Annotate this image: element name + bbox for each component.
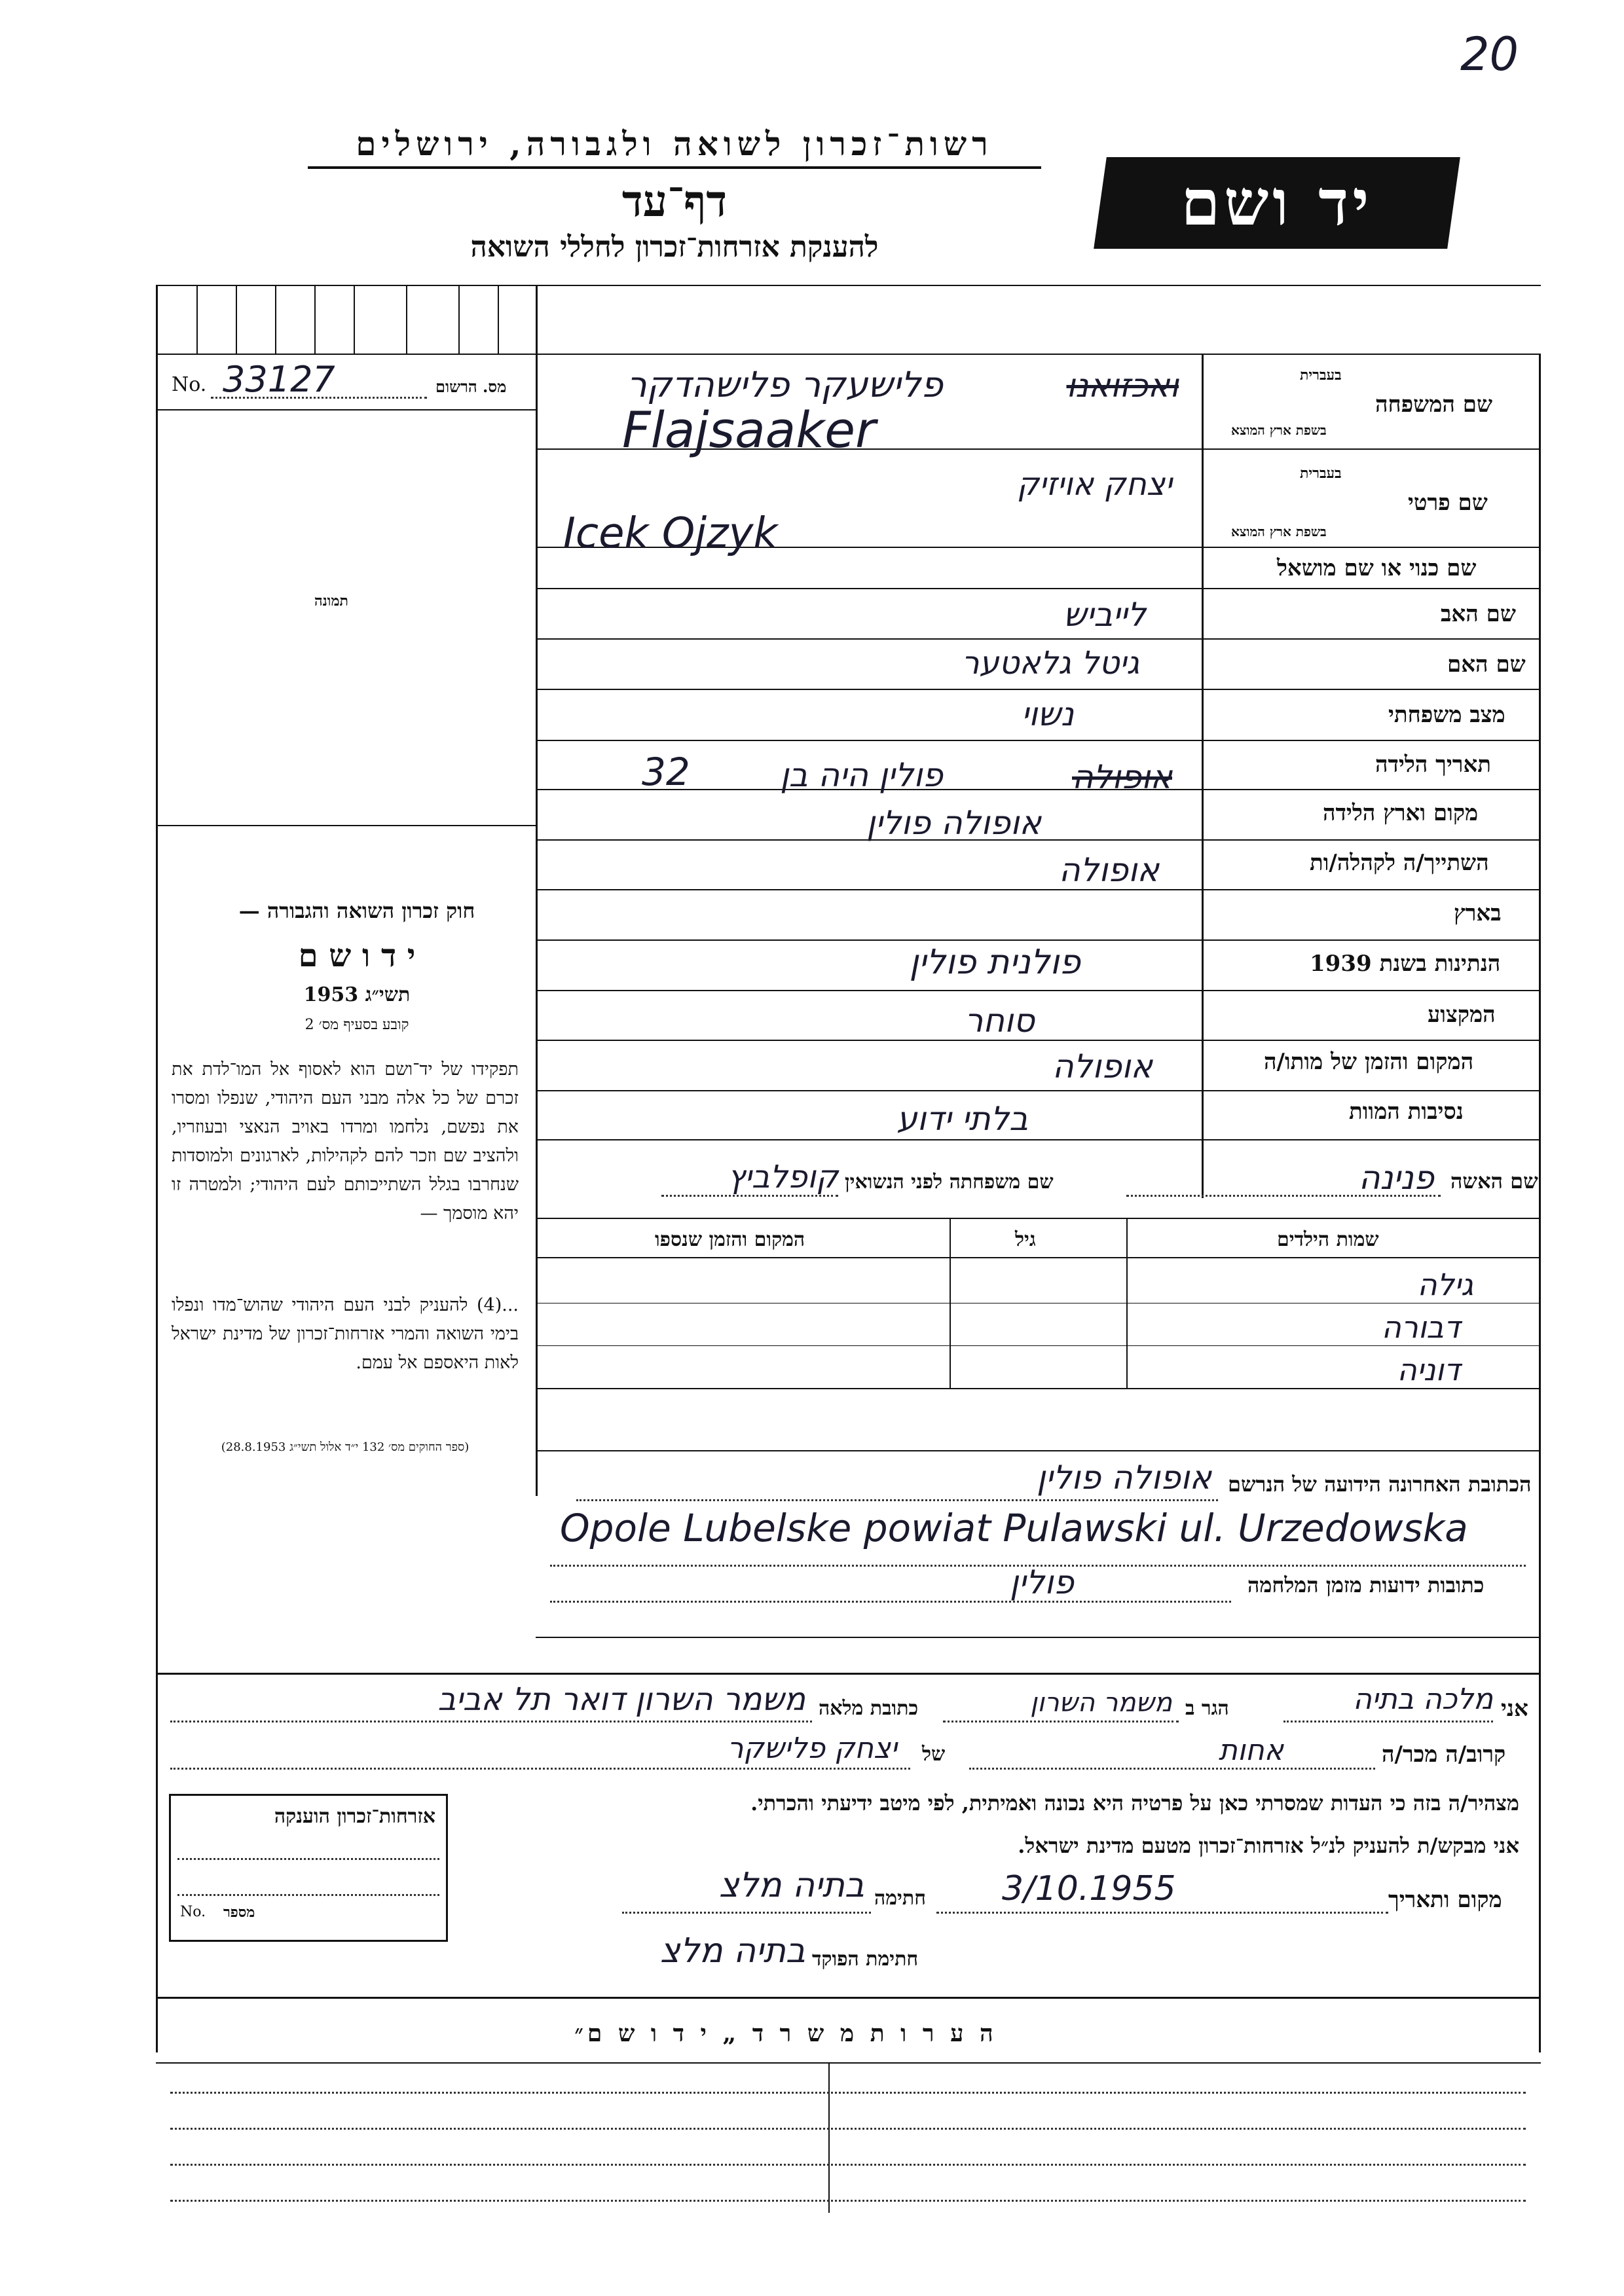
child-name: דוניה (1397, 1352, 1460, 1387)
birth-place-value: פולין היה בן (780, 756, 943, 794)
box-dotline (177, 1894, 439, 1896)
remarks-dotline (170, 2128, 1526, 2130)
row-rule (156, 409, 537, 410)
nickname-label: שם כנוי או שם מושאל (1277, 555, 1477, 581)
mother-value: גיטל גלאטער (961, 645, 1139, 682)
surname-hebrew-sub: בעברית (1300, 367, 1342, 384)
box-no-he: מספר (223, 1904, 255, 1921)
row-rule (536, 588, 1541, 589)
signature-value: בתיה מלצ (718, 1866, 864, 1905)
community-value: אופולה פולין (866, 804, 1041, 842)
remarks-title: ה ע ר ו ת מ ש ר ד „ י ד ו ש ם״ (574, 2020, 997, 2047)
last-address-label: הכתובת האחרונה הידועה של הנרשם (1228, 1472, 1532, 1497)
memorial-citizenship-box (169, 1794, 448, 1942)
place-date-dotline (936, 1912, 1388, 1914)
row-rule (536, 740, 1541, 741)
maiden-label: שם משפחתה לפני הנשואין (845, 1171, 1054, 1194)
wife-dotline (1126, 1195, 1441, 1197)
row-rule (156, 354, 1541, 355)
surname-local-sub: בשפת ארץ המוצא (1231, 422, 1327, 438)
declarant-address-label: כתובת מלאה (819, 1697, 919, 1720)
row-rule (536, 1388, 1541, 1389)
of-dotline (170, 1768, 910, 1770)
cell-rule (498, 285, 499, 354)
box-title: אזרחות־זכרון הוענקה (274, 1805, 435, 1828)
row-rule (536, 1090, 1541, 1091)
row-rule (536, 1345, 1541, 1346)
of-label: של (922, 1743, 946, 1766)
declarant-lives-value: משמר השרון (1030, 1688, 1172, 1718)
row-rule (536, 638, 1541, 640)
box-dotline (177, 1858, 439, 1860)
wife-label: שם האשה (1450, 1169, 1538, 1194)
year-1939-value: פולנית פולין (909, 943, 1080, 982)
remarks-dotline (170, 2092, 1526, 2094)
row-rule (156, 825, 537, 826)
remarks-dotline (170, 2200, 1526, 2202)
row-rule (536, 1257, 1541, 1258)
row-rule (536, 1450, 1541, 1451)
declaration-text: מצהיר/ה בזה כי העדות שמסרתי כאן על פרטיה היא נכונה ואמיתית, לפי מיטב ידיעתי והכרתי. (750, 1791, 1519, 1815)
law-section: קובע בסעיף מס׳ 2 (304, 1017, 409, 1033)
header-rule (308, 166, 1041, 169)
profession-value: סוחר (965, 1002, 1035, 1040)
relation-value: אחות (1218, 1734, 1283, 1767)
death-place-value: אופולה (1052, 1048, 1153, 1085)
row-rule (536, 689, 1541, 690)
father-value: לייביש (1063, 596, 1146, 634)
section-rule (156, 1997, 1541, 1999)
marital-label: מצב משפחתי (1388, 702, 1505, 728)
children-header-age: גיל (1015, 1228, 1036, 1251)
given-hebrew-sub: בעברית (1300, 465, 1342, 482)
child-name: דבורה (1381, 1309, 1460, 1345)
declarant-address-dotline (170, 1721, 812, 1722)
given-local-sub: בשפת ארץ המוצא (1231, 524, 1327, 539)
frame-top (156, 285, 1541, 286)
death-cause-value: בלתי ידוע (896, 1100, 1028, 1138)
signature-label: חתימה (874, 1887, 926, 1910)
law-title: חוק זכרון השואה והגבורה — (238, 898, 475, 923)
death-place-label: המקום והזמן של מותו/ה (1264, 1049, 1474, 1075)
cell-rule (236, 285, 237, 354)
birth-date-label: תאריך הלידה (1375, 752, 1492, 778)
photo-label: תמונה (314, 592, 348, 610)
last-address-dotline (576, 1499, 1218, 1501)
wife-value: פנינה (1358, 1159, 1434, 1197)
law-name: י ד ו ש ם (298, 938, 416, 974)
father-label: שם האב (1441, 601, 1516, 627)
mother-label: שם האם (1447, 651, 1526, 678)
corner-page-mark: 20 (1460, 27, 1519, 81)
cell-rule (196, 285, 198, 354)
section-rule (156, 1673, 1541, 1675)
form-subtitle: להענקת אזרחות־זכרון לחללי השואה (470, 230, 879, 264)
country-value: אופולה (1059, 851, 1159, 889)
yad-vashem-logo (1094, 157, 1460, 249)
declarant-lives-label: הגר ב (1185, 1697, 1229, 1720)
box-no-label: No. (180, 1904, 206, 1920)
children-header-names: שמות הילדים (1277, 1228, 1379, 1251)
label-column-divider (1202, 354, 1204, 1198)
cell-rule (458, 285, 460, 354)
given-name-label: שם פרטי (1408, 490, 1488, 516)
last-address-local: Opole Lubelske powiat Pulawski ul. Urzedowska (560, 1506, 1468, 1550)
surname-local-value: Flajsaaker (622, 401, 876, 459)
given-hebrew-value: יצחק אויזיק (1016, 466, 1172, 503)
year-1939-label: הנתינות בשנת 1939 (1310, 951, 1501, 977)
children-header-place: המקום והזמן שנספו (655, 1228, 805, 1251)
community-label: השתייך/ה לקהלה/ות (1310, 850, 1489, 876)
clerk-signature-value: בתיה מלצ (659, 1931, 805, 1971)
row-rule (536, 1637, 1541, 1638)
declaration-date: 3/10.1955 (1002, 1869, 1176, 1908)
birth-place-label: מקום וארץ הלידה (1323, 800, 1479, 826)
request-text: אני מבקש/ת להעניק לנ״ל אזרחות־זכרון מטעם מדינת ישראל. (1018, 1833, 1519, 1858)
death-cause-label: נסיבות המוות (1349, 1099, 1464, 1125)
place-date-label: מקום ותאריך (1388, 1887, 1502, 1913)
logo-text: יד ושם (1181, 166, 1373, 240)
maiden-value: קופלביץ (728, 1159, 838, 1195)
child-name: גילה (1417, 1267, 1473, 1302)
birth-date-value: 32 (642, 750, 690, 794)
law-paragraph-1: תפקידו של יד־ושם הוא לאסוף אל המו־לדת את זכרם של כל אלה מבני העם היהודי, שנפלו ומסרו את נפשם, נלחמו ומרדו באויב הנאצי ובעוזריו, ולהציב שם וזכר להם לקהילות, לארגונים ולמוסדות שנחרבו בגלל השתייכותם לעם היהודי; ולמטרה זו יהא מוסמך — (172, 1059, 519, 1224)
row-rule (536, 1040, 1541, 1041)
row-rule (156, 2062, 1541, 2064)
row-rule (536, 990, 1541, 991)
country-label: בארץ (1454, 900, 1502, 926)
cell-rule (354, 285, 355, 354)
law-year: תשי״ג 1953 (303, 983, 411, 1006)
registration-label: מס. הרשום (435, 377, 507, 396)
cell-rule (314, 285, 316, 354)
clerk-signature-label: חתימת הפוקד (812, 1948, 919, 1971)
law-paragraph-2: ...(4) להעניק לבני העם היהודי שהוש־מדו ונפלו בימי השואה והמרי אזרחות־זכרון של מדינת ישראל לאות היאספם אל עמם. (172, 1295, 519, 1373)
declarant-name-dotline (1283, 1721, 1493, 1722)
signature-dotline (622, 1912, 871, 1914)
cell-rule (406, 285, 407, 354)
row-rule (536, 1139, 1541, 1140)
last-address-hebrew: אופולה פולין (1037, 1459, 1211, 1497)
frame-right (1539, 354, 1541, 2052)
declarant-i-label: אני (1501, 1696, 1528, 1722)
surname-hebrew-struck: ואכזואנו (1066, 367, 1179, 405)
birth-place-struck: אופולה (1072, 758, 1172, 796)
row-rule (536, 889, 1541, 890)
relation-dotline (969, 1768, 1375, 1770)
declarant-address-value: משמר השרון דואר תל אביב (437, 1681, 805, 1718)
maiden-dotline (661, 1195, 838, 1197)
registration-number: 33127 (223, 359, 335, 400)
remarks-divider (828, 2062, 830, 2213)
given-local-value: Icek Ojzyk (563, 509, 778, 558)
war-address-label: כתובות ידועות מזמן המלחמה (1247, 1573, 1485, 1597)
declarant-lives-dotline (943, 1721, 1179, 1722)
form-title: דף־עד (621, 175, 728, 227)
declarant-name: מלכה בתיה (1353, 1683, 1493, 1716)
registration-no-label: No. (172, 373, 207, 396)
surname-hebrew-value: פלישעקר פלישהדקר (627, 364, 943, 405)
row-rule (536, 1218, 1541, 1219)
cell-rule (275, 285, 276, 354)
profession-label: המקצוע (1428, 1002, 1496, 1028)
marital-value: נשוי (1021, 695, 1074, 733)
row-rule (536, 939, 1541, 941)
frame-left (156, 285, 158, 2052)
war-address-dotline (550, 1601, 1231, 1603)
column-divider (536, 285, 538, 1496)
authority-title: רשות־זכרון לשואה ולגבורה, ירושלים (356, 124, 993, 163)
war-address-value: פולין (1009, 1563, 1074, 1601)
relation-label: קרוב/ה מכר/ה (1382, 1741, 1506, 1768)
remarks-dotline (170, 2164, 1526, 2166)
law-reference: (ספר החוקים מס׳ 132 י״ד אלול תשי״ג 28.8.1953) (221, 1440, 470, 1454)
surname-label: שם המשפחה (1375, 392, 1493, 418)
of-value: יצחק פלישקר (727, 1732, 897, 1765)
